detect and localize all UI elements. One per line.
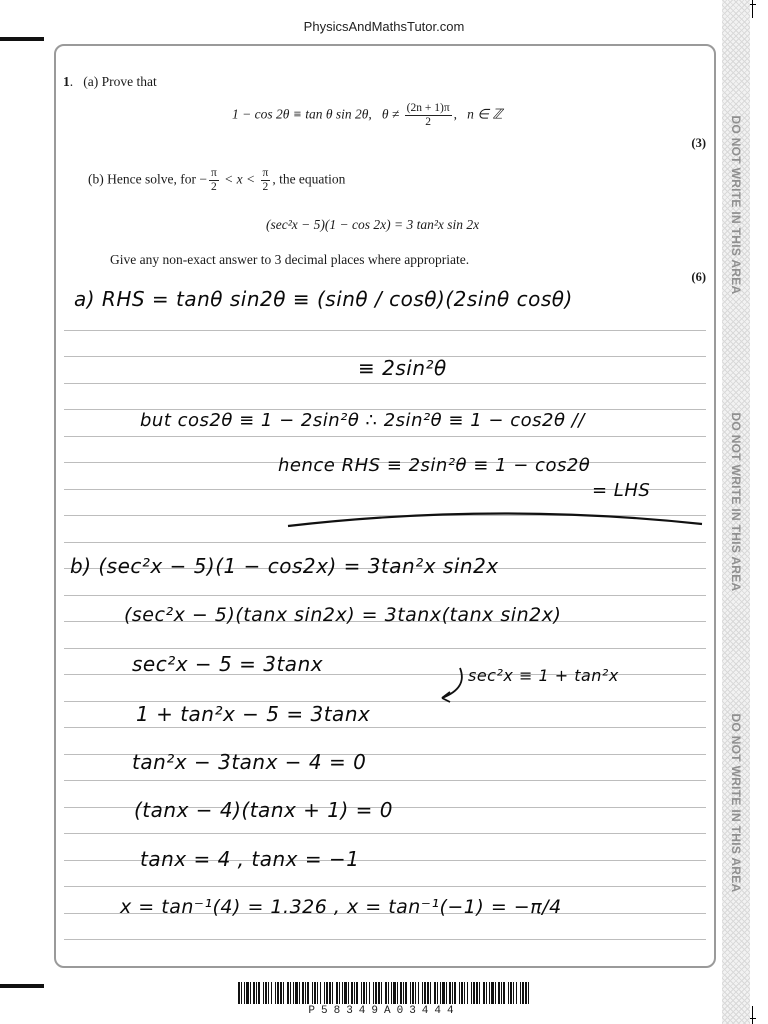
- margin-bar: [0, 984, 44, 988]
- ruled-line: [64, 780, 706, 781]
- part-b-intro: Hence solve, for: [107, 171, 196, 187]
- answer-b-line-3: sec²x − 5 = 3tanx: [132, 652, 324, 676]
- ruled-line: [64, 436, 706, 437]
- range-middle: < x <: [224, 171, 256, 187]
- do-not-write-label: DO NOT WRITE IN THIS AREA: [729, 412, 743, 592]
- answer-a-line-2: ≡ 2sin²θ: [358, 356, 447, 380]
- question-header: 1. (a) Prove that: [63, 74, 157, 89]
- crop-mark: [752, 1006, 753, 1024]
- ruled-line: [64, 886, 706, 887]
- fraction-denominator: 2: [262, 181, 269, 193]
- ruled-line: [64, 542, 706, 543]
- range-end: , the equation: [272, 171, 346, 187]
- question-number: 1: [63, 74, 70, 89]
- answer-a-line-5: = LHS: [592, 480, 651, 501]
- fraction-numerator: (2n + 1)π: [406, 102, 450, 114]
- fraction-denominator: 2: [211, 181, 217, 193]
- part-b-note: Give any non-exact answer to 3 decimal places where appropriate.: [110, 252, 470, 267]
- part-a-identity-line: 1 − cos 2θ ≡ tan θ sin 2θ, θ ≠ $\frac{(2n + 1)\pi}{2}$ , n ∈ ℤ: [232, 102, 503, 128]
- barcode: [238, 982, 530, 1004]
- barcode-number: P58349A03444: [308, 1005, 460, 1017]
- section-divider-curve: [286, 506, 706, 530]
- do-not-write-label: DO NOT WRITE IN THIS AREA: [729, 115, 743, 295]
- part-a-identity: 1 − cos 2θ ≡ tan θ sin 2θ,: [232, 106, 372, 122]
- ruled-line: [64, 727, 706, 728]
- fraction-numerator: π: [262, 167, 269, 179]
- fraction-denominator: 2: [425, 116, 432, 128]
- do-not-write-label: DO NOT WRITE IN THIS AREA: [729, 713, 743, 893]
- part-a-prompt: Prove that: [101, 74, 157, 89]
- part-b-intro-line: [88, 167, 345, 194]
- crop-mark: [752, 0, 753, 18]
- ruled-line: [64, 939, 706, 940]
- answer-a-line-4: hence RHS ≡ 2sin²θ ≡ 1 − cos2θ: [278, 455, 591, 476]
- part-a-label: (a): [83, 74, 99, 89]
- part-b-label: (b): [88, 171, 104, 187]
- answer-b-line-8: x = tan⁻¹(4) = 1.326 , x = tan⁻¹(−1) = −π/4: [120, 896, 562, 918]
- ruled-line: [64, 648, 706, 649]
- answer-b-line-7: tanx = 4 , tanx = −1: [140, 847, 360, 871]
- range-upper-fraction: [261, 167, 271, 194]
- answer-b-identity-note: sec²x ≡ 1 + tan²x: [468, 666, 619, 685]
- part-a-marks: (3): [691, 136, 706, 150]
- answer-b-line-4: 1 + tan²x − 5 = 3tanx: [136, 702, 371, 726]
- substitution-arrow-icon: [430, 664, 470, 706]
- answer-b-line-6: (tanx − 4)(tanx + 1) = 0: [134, 798, 394, 822]
- part-a-condition-fraction: [405, 102, 452, 129]
- ruled-line: [64, 330, 706, 331]
- answer-a-line-3: but cos2θ ≡ 1 − 2sin²θ ∴ 2sin²θ ≡ 1 − cos2θ //: [140, 410, 585, 431]
- ruled-line: [64, 383, 706, 384]
- ruled-line: [64, 833, 706, 834]
- answer-b-line-5: tan²x − 3tanx − 4 = 0: [132, 750, 367, 774]
- part-a-condition-prefix: θ ≠: [381, 106, 400, 122]
- fraction-numerator: π: [210, 167, 217, 179]
- part-b-equation: (sec²x − 5)(1 − cos 2x) = 3 tan²x sin 2x: [266, 217, 480, 232]
- range-lower-fraction: [209, 167, 219, 194]
- range-minus: −: [199, 171, 207, 187]
- ruled-line: [64, 595, 706, 596]
- margin-bar: [0, 37, 44, 41]
- part-b-marks: (6): [691, 270, 706, 284]
- part-a-condition-suffix: n ∈ ℤ: [467, 106, 503, 122]
- answer-b-line-1: b) (sec²x − 5)(1 − cos2x) = 3tan²x sin2x: [70, 554, 499, 578]
- answer-b-line-2: (sec²x − 5)(tanx sin2x) = 3tanx(tanx sin2x): [124, 604, 562, 626]
- site-header: PhysicsAndMathsTutor.com: [303, 19, 465, 34]
- answer-a-line-1: a) RHS = tanθ sin2θ ≡ (sinθ / cosθ)(2sinθ cosθ): [74, 287, 573, 311]
